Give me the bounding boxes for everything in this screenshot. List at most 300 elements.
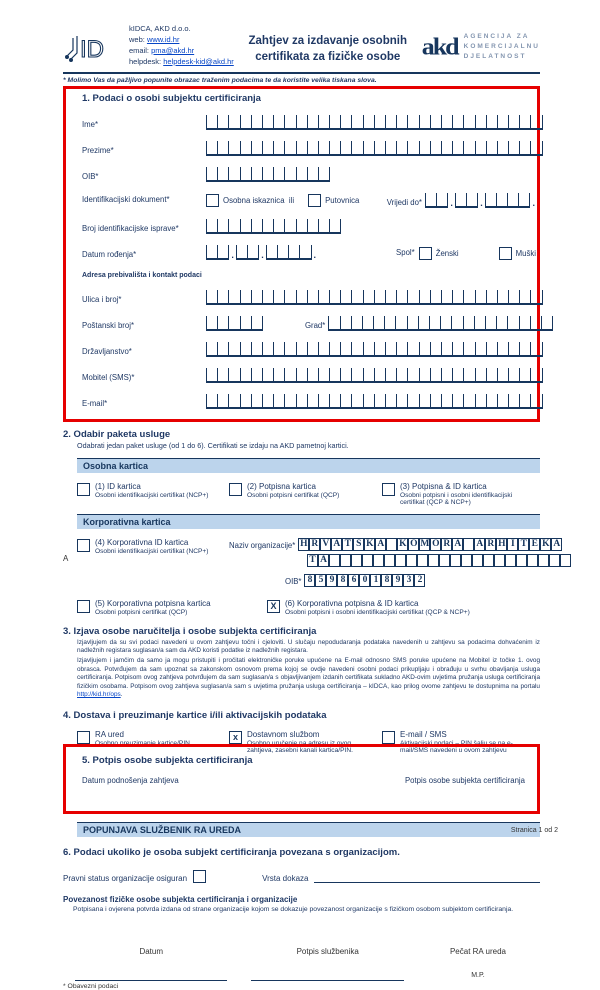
comb-cell[interactable] <box>318 219 329 234</box>
broj-isprave-comb[interactable] <box>206 219 341 234</box>
comb-cell[interactable]: A <box>331 538 342 551</box>
comb-cell[interactable] <box>396 141 407 156</box>
comb-cell[interactable] <box>351 316 362 331</box>
comb-cell[interactable] <box>530 342 542 357</box>
comb-cell[interactable] <box>284 394 295 409</box>
comb-cell[interactable] <box>351 115 362 130</box>
comb-cell[interactable] <box>384 316 395 331</box>
comb-cell[interactable]: 1 <box>370 574 381 587</box>
dostavnom-checkbox[interactable]: x <box>229 731 242 744</box>
comb-cell[interactable]: R <box>485 538 496 551</box>
portal-link[interactable]: http://kid.hr/ops <box>77 691 121 699</box>
comb-cell[interactable] <box>206 342 217 357</box>
comb-cell[interactable] <box>217 219 228 234</box>
comb-cell[interactable]: K <box>399 538 407 549</box>
comb-cell[interactable]: R <box>309 538 320 551</box>
comb-cell[interactable] <box>206 219 217 234</box>
comb-cell[interactable] <box>228 219 239 234</box>
comb-cell[interactable]: T <box>342 538 353 551</box>
comb-cell[interactable] <box>452 342 463 357</box>
comb-cell[interactable] <box>251 316 263 331</box>
comb-cell[interactable] <box>251 219 262 234</box>
comb-cell[interactable] <box>417 554 428 567</box>
comb-cell[interactable] <box>519 342 530 357</box>
comb-cell[interactable] <box>288 245 299 260</box>
comb-cell[interactable] <box>318 342 329 357</box>
comb-cell[interactable] <box>206 245 217 260</box>
comb-cell[interactable] <box>396 342 407 357</box>
comb-cell[interactable] <box>406 554 417 567</box>
comb-cell[interactable] <box>251 167 262 182</box>
comb-cell[interactable] <box>251 342 262 357</box>
comb-cell[interactable] <box>340 342 351 357</box>
comb-cell[interactable] <box>340 141 351 156</box>
comb-cell[interactable] <box>217 141 228 156</box>
comb-cell[interactable] <box>251 141 262 156</box>
comb-cell[interactable] <box>206 394 217 409</box>
comb-cell[interactable] <box>296 290 307 305</box>
option-6-checkbox[interactable]: X <box>267 600 280 613</box>
comb-cell[interactable] <box>419 394 430 409</box>
comb-cell[interactable] <box>407 368 418 383</box>
comb-cell[interactable] <box>486 342 497 357</box>
muski-checkbox[interactable] <box>499 247 512 260</box>
comb-cell[interactable] <box>374 368 385 383</box>
comb-cell[interactable] <box>351 290 362 305</box>
email-comb[interactable] <box>206 394 543 409</box>
comb-cell[interactable] <box>452 394 463 409</box>
comb-cell[interactable] <box>362 316 373 331</box>
option-1-checkbox[interactable] <box>77 483 90 496</box>
comb-cell[interactable]: A <box>375 538 386 551</box>
comb-cell[interactable]: V <box>320 538 331 551</box>
comb-cell[interactable] <box>206 115 217 130</box>
helpdesk-link[interactable]: helpdesk-kid@akd.hr <box>163 56 234 66</box>
comb-cell[interactable] <box>519 115 530 130</box>
comb-cell[interactable] <box>385 368 396 383</box>
comb-cell[interactable] <box>318 394 329 409</box>
comb-cell[interactable] <box>497 394 508 409</box>
comb-cell[interactable] <box>251 368 262 383</box>
comb-cell[interactable] <box>407 342 418 357</box>
comb-cell[interactable] <box>307 342 318 357</box>
comb-cell[interactable] <box>351 394 362 409</box>
comb-cell[interactable] <box>496 193 507 208</box>
comb-cell[interactable] <box>307 368 318 383</box>
comb-cell[interactable] <box>407 290 418 305</box>
comb-cell[interactable] <box>441 342 452 357</box>
comb-cell[interactable] <box>296 368 307 383</box>
comb-cell[interactable] <box>374 394 385 409</box>
pravni-status-checkbox[interactable] <box>193 870 206 883</box>
comb-cell[interactable] <box>497 141 508 156</box>
comb-cell[interactable] <box>373 316 384 331</box>
comb-cell[interactable] <box>340 554 351 567</box>
comb-cell[interactable] <box>228 290 239 305</box>
mobitel-comb[interactable] <box>206 368 543 383</box>
comb-cell[interactable] <box>430 141 441 156</box>
comb-cell[interactable] <box>273 141 284 156</box>
comb-cell[interactable] <box>351 554 362 567</box>
comb-cell[interactable] <box>228 141 239 156</box>
comb-cell[interactable]: 8 <box>381 574 392 587</box>
osobna-iskaznica-checkbox[interactable] <box>206 194 219 207</box>
comb-cell[interactable] <box>463 141 474 156</box>
vrijedi-day-comb[interactable] <box>425 193 448 208</box>
comb-cell[interactable] <box>273 342 284 357</box>
comb-cell[interactable] <box>436 193 448 208</box>
comb-cell[interactable]: K <box>542 538 550 549</box>
comb-cell[interactable] <box>240 167 251 182</box>
comb-cell[interactable] <box>329 115 340 130</box>
comb-cell[interactable] <box>329 141 340 156</box>
comb-cell[interactable] <box>307 394 318 409</box>
ra-ured-checkbox[interactable] <box>77 731 90 744</box>
comb-cell[interactable] <box>351 368 362 383</box>
comb-cell[interactable] <box>407 115 418 130</box>
comb-cell[interactable] <box>430 115 441 130</box>
comb-cell[interactable] <box>485 316 496 331</box>
comb-cell[interactable] <box>284 141 295 156</box>
option-2-checkbox[interactable] <box>229 483 242 496</box>
comb-cell[interactable] <box>251 290 262 305</box>
comb-cell[interactable]: T <box>518 538 529 551</box>
comb-cell[interactable] <box>273 290 284 305</box>
comb-cell[interactable]: A <box>452 538 463 551</box>
comb-cell[interactable] <box>519 368 530 383</box>
comb-cell[interactable] <box>419 115 430 130</box>
comb-cell[interactable] <box>217 342 228 357</box>
org-oib-comb[interactable] <box>304 574 425 587</box>
rod-year-comb[interactable] <box>266 245 312 260</box>
comb-cell[interactable]: 3 <box>403 574 414 587</box>
comb-cell[interactable] <box>508 290 519 305</box>
comb-cell[interactable] <box>307 141 318 156</box>
comb-cell[interactable] <box>396 115 407 130</box>
comb-cell[interactable] <box>475 141 486 156</box>
comb-cell[interactable] <box>217 394 228 409</box>
comb-cell[interactable] <box>262 368 273 383</box>
comb-cell[interactable] <box>530 394 542 409</box>
comb-cell[interactable] <box>419 368 430 383</box>
comb-cell[interactable] <box>236 245 247 260</box>
comb-cell[interactable] <box>507 316 518 331</box>
comb-cell[interactable] <box>395 554 406 567</box>
comb-cell[interactable] <box>475 290 486 305</box>
comb-cell[interactable] <box>284 290 295 305</box>
comb-cell[interactable] <box>284 342 295 357</box>
comb-cell[interactable] <box>530 368 542 383</box>
comb-cell[interactable] <box>396 394 407 409</box>
comb-cell[interactable] <box>541 316 553 331</box>
comb-cell[interactable]: M <box>420 538 430 549</box>
comb-cell[interactable] <box>284 115 295 130</box>
comb-cell[interactable]: 8 <box>304 574 315 587</box>
comb-cell[interactable] <box>549 554 560 567</box>
comb-cell[interactable] <box>419 141 430 156</box>
comb-cell[interactable] <box>351 141 362 156</box>
comb-cell[interactable] <box>425 193 436 208</box>
comb-cell[interactable] <box>486 368 497 383</box>
comb-cell[interactable]: A <box>318 554 329 567</box>
comb-cell[interactable] <box>277 245 288 260</box>
comb-cell[interactable]: A <box>551 538 562 551</box>
comb-cell[interactable] <box>217 368 228 383</box>
comb-cell[interactable] <box>262 342 273 357</box>
org-name-comb-row1[interactable] <box>298 538 562 551</box>
comb-cell[interactable] <box>508 342 519 357</box>
potpis-signature-line[interactable] <box>251 980 403 981</box>
drzavljanstvo-comb[interactable] <box>206 342 543 357</box>
comb-cell[interactable] <box>273 115 284 130</box>
comb-cell[interactable] <box>441 368 452 383</box>
comb-cell[interactable] <box>228 394 239 409</box>
grad-comb[interactable] <box>328 316 553 331</box>
comb-cell[interactable] <box>240 115 251 130</box>
comb-cell[interactable] <box>262 219 273 234</box>
comb-cell[interactable] <box>228 342 239 357</box>
comb-cell[interactable] <box>307 167 318 182</box>
comb-cell[interactable]: 0 <box>359 574 370 587</box>
comb-cell[interactable] <box>374 290 385 305</box>
email-sms-checkbox[interactable] <box>382 731 395 744</box>
comb-cell[interactable] <box>386 538 397 551</box>
comb-cell[interactable] <box>441 115 452 130</box>
comb-cell[interactable] <box>206 141 217 156</box>
comb-cell[interactable] <box>307 290 318 305</box>
option-5-checkbox[interactable] <box>77 600 90 613</box>
comb-cell[interactable] <box>262 394 273 409</box>
comb-cell[interactable]: 6 <box>348 574 359 587</box>
comb-cell[interactable] <box>318 368 329 383</box>
comb-cell[interactable] <box>217 245 229 260</box>
web-link[interactable]: www.id.hr <box>146 34 180 44</box>
vrijedi-year-comb[interactable] <box>485 193 531 208</box>
comb-cell[interactable] <box>340 368 351 383</box>
comb-cell[interactable] <box>206 290 217 305</box>
comb-cell[interactable] <box>497 368 508 383</box>
comb-cell[interactable] <box>530 115 542 130</box>
comb-cell[interactable] <box>463 290 474 305</box>
comb-cell[interactable] <box>228 115 239 130</box>
comb-cell[interactable] <box>299 245 311 260</box>
comb-cell[interactable] <box>385 290 396 305</box>
comb-cell[interactable] <box>247 245 259 260</box>
postanski-comb[interactable] <box>206 316 263 331</box>
comb-cell[interactable] <box>516 554 527 567</box>
option-3-checkbox[interactable] <box>382 483 395 496</box>
comb-cell[interactable] <box>463 538 474 551</box>
comb-cell[interactable] <box>497 290 508 305</box>
comb-cell[interactable] <box>452 368 463 383</box>
comb-cell[interactable] <box>441 141 452 156</box>
comb-cell[interactable] <box>430 368 441 383</box>
comb-cell[interactable] <box>340 115 351 130</box>
comb-cell[interactable] <box>384 554 395 567</box>
comb-cell[interactable] <box>262 167 273 182</box>
comb-cell[interactable] <box>407 141 418 156</box>
comb-cell[interactable] <box>463 342 474 357</box>
vrijedi-month-comb[interactable] <box>455 193 478 208</box>
comb-cell[interactable] <box>519 316 530 331</box>
comb-cell[interactable] <box>452 141 463 156</box>
ulica-comb[interactable] <box>206 290 543 305</box>
comb-cell[interactable]: H <box>300 538 308 549</box>
comb-cell[interactable] <box>508 115 519 130</box>
comb-cell[interactable] <box>329 219 341 234</box>
comb-cell[interactable] <box>385 115 396 130</box>
comb-cell[interactable] <box>385 342 396 357</box>
rod-day-comb[interactable] <box>206 245 229 260</box>
comb-cell[interactable] <box>228 167 239 182</box>
comb-cell[interactable] <box>419 290 430 305</box>
comb-cell[interactable]: K <box>366 538 374 549</box>
comb-cell[interactable] <box>455 193 466 208</box>
comb-cell[interactable] <box>485 193 496 208</box>
comb-cell[interactable] <box>497 115 508 130</box>
comb-cell[interactable] <box>363 342 374 357</box>
comb-cell[interactable] <box>296 141 307 156</box>
comb-cell[interactable] <box>430 290 441 305</box>
comb-cell[interactable] <box>328 316 339 331</box>
comb-cell[interactable] <box>497 342 508 357</box>
comb-cell[interactable] <box>228 316 239 331</box>
vrsta-dokaza-line[interactable] <box>314 882 540 883</box>
comb-cell[interactable] <box>329 368 340 383</box>
comb-cell[interactable]: 9 <box>392 574 403 587</box>
comb-cell[interactable] <box>486 394 497 409</box>
comb-cell[interactable] <box>206 368 217 383</box>
comb-cell[interactable] <box>217 167 228 182</box>
comb-cell[interactable] <box>307 219 318 234</box>
comb-cell[interactable] <box>407 316 418 331</box>
comb-cell[interactable]: E <box>529 538 540 551</box>
zenski-checkbox[interactable] <box>419 247 432 260</box>
comb-cell[interactable]: S <box>353 538 364 551</box>
comb-cell[interactable] <box>452 115 463 130</box>
comb-cell[interactable] <box>318 290 329 305</box>
comb-cell[interactable]: 9 <box>326 574 337 587</box>
comb-cell[interactable] <box>419 342 430 357</box>
comb-cell[interactable] <box>385 141 396 156</box>
comb-cell[interactable] <box>240 219 251 234</box>
comb-cell[interactable] <box>518 193 530 208</box>
comb-cell[interactable] <box>206 167 217 182</box>
comb-cell[interactable] <box>519 394 530 409</box>
comb-cell[interactable] <box>483 554 494 567</box>
comb-cell[interactable] <box>340 316 351 331</box>
comb-cell[interactable] <box>418 316 429 331</box>
comb-cell[interactable] <box>329 394 340 409</box>
comb-cell[interactable] <box>340 394 351 409</box>
comb-cell[interactable] <box>329 290 340 305</box>
comb-cell[interactable] <box>463 316 474 331</box>
org-name-comb-row2[interactable] <box>307 554 571 567</box>
comb-cell[interactable] <box>505 554 516 567</box>
comb-cell[interactable] <box>496 316 507 331</box>
comb-cell[interactable] <box>284 368 295 383</box>
comb-cell[interactable] <box>273 368 284 383</box>
email-link[interactable]: pma@akd.hr <box>151 45 195 55</box>
comb-cell[interactable]: 2 <box>414 574 425 587</box>
putovnica-checkbox[interactable] <box>308 194 321 207</box>
comb-cell[interactable] <box>463 368 474 383</box>
comb-cell[interactable]: O <box>410 538 418 549</box>
comb-cell[interactable] <box>363 394 374 409</box>
comb-cell[interactable] <box>428 554 439 567</box>
comb-cell[interactable] <box>475 342 486 357</box>
comb-cell[interactable] <box>463 115 474 130</box>
comb-cell[interactable] <box>262 141 273 156</box>
comb-cell[interactable] <box>463 394 474 409</box>
comb-cell[interactable] <box>266 245 277 260</box>
oib-comb-field[interactable] <box>206 167 330 182</box>
comb-cell[interactable] <box>296 167 307 182</box>
comb-cell[interactable]: 8 <box>337 574 348 587</box>
comb-cell[interactable] <box>374 141 385 156</box>
comb-cell[interactable] <box>530 316 541 331</box>
comb-cell[interactable] <box>395 316 406 331</box>
comb-cell[interactable]: 5 <box>315 574 326 587</box>
comb-cell[interactable] <box>396 290 407 305</box>
comb-cell[interactable] <box>262 290 273 305</box>
comb-cell[interactable] <box>217 316 228 331</box>
comb-cell[interactable] <box>475 394 486 409</box>
comb-cell[interactable] <box>508 141 519 156</box>
comb-cell[interactable] <box>475 368 486 383</box>
comb-cell[interactable] <box>494 554 505 567</box>
comb-cell[interactable] <box>466 193 478 208</box>
comb-cell[interactable] <box>273 167 284 182</box>
comb-cell[interactable] <box>340 290 351 305</box>
comb-cell[interactable] <box>240 290 251 305</box>
comb-cell[interactable] <box>240 368 251 383</box>
comb-cell[interactable] <box>439 554 450 567</box>
comb-cell[interactable] <box>430 342 441 357</box>
comb-cell[interactable] <box>240 316 251 331</box>
comb-cell[interactable] <box>373 554 384 567</box>
datum-signature-line[interactable] <box>75 980 227 981</box>
comb-cell[interactable] <box>508 394 519 409</box>
comb-cell[interactable] <box>519 290 530 305</box>
comb-cell[interactable] <box>527 554 538 567</box>
comb-cell[interactable] <box>560 554 571 567</box>
comb-cell[interactable] <box>538 554 549 567</box>
comb-cell[interactable] <box>318 115 329 130</box>
comb-cell[interactable] <box>240 141 251 156</box>
comb-cell[interactable] <box>475 115 486 130</box>
comb-cell[interactable]: H <box>498 538 506 549</box>
comb-cell[interactable] <box>530 141 542 156</box>
comb-cell[interactable] <box>363 368 374 383</box>
comb-cell[interactable] <box>363 141 374 156</box>
comb-cell[interactable] <box>206 316 217 331</box>
comb-cell[interactable] <box>461 554 472 567</box>
comb-cell[interactable]: T <box>307 554 318 567</box>
comb-cell[interactable] <box>240 394 251 409</box>
comb-cell[interactable] <box>329 554 340 567</box>
comb-cell[interactable] <box>441 394 452 409</box>
comb-cell[interactable] <box>430 394 441 409</box>
comb-cell[interactable] <box>296 394 307 409</box>
comb-cell[interactable] <box>451 316 462 331</box>
comb-cell[interactable] <box>296 219 307 234</box>
comb-cell[interactable] <box>363 115 374 130</box>
comb-cell[interactable] <box>228 368 239 383</box>
comb-cell[interactable] <box>363 290 374 305</box>
comb-cell[interactable] <box>452 290 463 305</box>
comb-cell[interactable] <box>262 115 273 130</box>
